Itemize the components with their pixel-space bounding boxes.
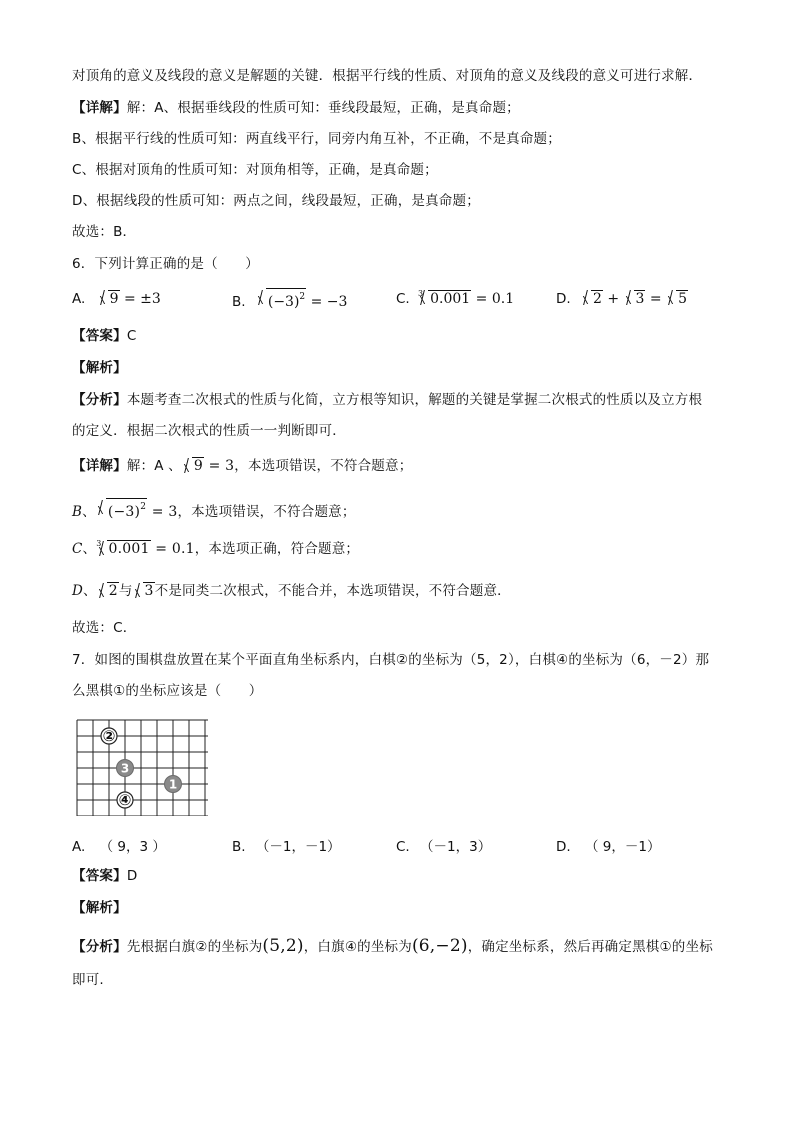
board-grid	[77, 720, 208, 816]
prev-detail-a	[72, 98, 520, 118]
go-board-figure	[74, 716, 208, 816]
q6-detail-b-label: B	[72, 504, 83, 520]
q6-option-d-label: D.	[556, 291, 571, 307]
prev-detail-tag: 【详解】	[72, 100, 127, 116]
q6-stem: 6．下列计算正确的是（ ）	[72, 256, 259, 272]
q6-option-c-label: C.	[396, 291, 410, 307]
prev-detail-b: B、根据平行线的性质可知：两直线平行，同旁内角互补，不正确，不是真命题；	[72, 131, 561, 147]
q6-detail-d-math-1: 2	[97, 583, 119, 599]
q7-option-b[interactable]	[232, 836, 341, 858]
q7-analysis-1b: ，白旗④的坐标为	[303, 939, 412, 955]
q6-option-c-expr: $^3$ 0.001 = 0.1	[418, 291, 514, 307]
q6-option-d-expr: 2 + 3 = 5	[581, 291, 688, 307]
q7-analysis-2: 即可.	[72, 972, 104, 988]
q6-detail-d: D、 2与 3不是同类二次根式，不能合并，本选项错误，不符合题意．	[72, 583, 511, 599]
q7-analysis-1c: ，确定坐标系，然后再确定黑棋①的坐标	[467, 939, 713, 955]
q7-analysis-1	[72, 936, 713, 957]
q7-analysis-tag: 【分析】	[72, 939, 127, 955]
q6-answer-value: C	[126, 328, 137, 344]
q6-option-a[interactable]	[72, 288, 161, 310]
prev-analysis-tail: 对顶角的意义及线段的意义是解题的关键．根据平行线的性质、对顶角的意义及线段的意义可进行求解．	[72, 68, 703, 84]
q7-option-d-text: （ 9，－1）	[584, 839, 661, 855]
q6-option-b-expr: $(-3)^2 = -3$	[256, 294, 348, 310]
q6-option-b-label: B.	[232, 294, 246, 310]
prev-detail-a-text: 解：A、根据垂线段的性质可知：垂线段最短，正确，是真命题；	[126, 100, 520, 116]
q7-jiexi-tag: 【解析】	[72, 900, 127, 916]
stone-black-1	[165, 776, 182, 793]
q7-option-c[interactable]	[396, 836, 491, 858]
q6-detail-d-mid: 与	[118, 583, 133, 599]
q6-analysis-1-text: 本题考查二次根式的性质与化简，立方根等知识，解题的关键是掌握二次根式的性质以及立方根	[126, 392, 703, 408]
q6-detail-d-label: D	[72, 583, 84, 599]
q6-detail-a	[72, 456, 412, 476]
q7-option-b-label: B.	[232, 839, 246, 855]
q6-detail-c: C、$^3$ 0.001 = 0.1，本选项正确，符合题意；	[72, 539, 360, 557]
q7-option-c-text: （－1，3）	[420, 839, 492, 855]
q6-answer	[72, 326, 136, 346]
q6-answer-tag: 【答案】	[72, 328, 127, 344]
q7-option-a-text: （ 9，3 ）	[99, 839, 166, 855]
svg-text:④: ④	[118, 791, 132, 809]
q6-option-b[interactable]	[232, 288, 347, 313]
q6-analysis-tag: 【分析】	[72, 392, 127, 408]
prev-choose: 故选：B．	[72, 224, 137, 240]
stone-white-2	[101, 727, 117, 745]
q6-choose: 故选：C．	[72, 620, 137, 636]
q7-coord-2: (6,−2)	[411, 936, 468, 956]
q7-answer-tag: 【答案】	[72, 868, 127, 884]
q6-detail-d-math-2: 3	[133, 583, 155, 599]
q6-detail-a-math: 9 = 3	[182, 458, 234, 474]
q6-detail-b-math: $(-3)^2 = 3$	[96, 504, 178, 520]
q7-option-c-label: C.	[396, 839, 410, 855]
q7-option-a[interactable]	[72, 836, 166, 858]
q7-stem-2: 么黑棋①的坐标应该是（ ）	[72, 683, 263, 699]
q6-option-a-label: A.	[72, 291, 86, 307]
prev-detail-c: C、根据对顶角的性质可知：对顶角相等，正确，是真命题；	[72, 162, 438, 178]
q7-analysis-1a: 先根据白旗②的坐标为	[126, 939, 263, 955]
svg-text:1: 1	[168, 777, 178, 792]
q6-analysis-1	[72, 390, 702, 410]
q6-detail-tag: 【详解】	[72, 458, 127, 474]
q7-stem-1: 7．如图的围棋盘放置在某个平面直角坐标系内，白棋②的坐标为（5，2），白棋④的坐标为（6，－2）那	[72, 652, 710, 668]
q6-detail-c-math: $^3$ 0.001 = 0.1	[96, 539, 195, 557]
q6-detail-c-label: C	[72, 541, 83, 557]
q7-answer-value: D	[126, 868, 138, 884]
q7-option-b-text: （－1，－1）	[255, 839, 341, 855]
q6-detail-d-post: 不是同类二次根式，不能合并，本选项错误，不符合题意．	[154, 583, 511, 599]
q7-coord-1: (5,2)	[262, 936, 304, 956]
q6-option-d[interactable]	[556, 288, 688, 310]
q6-analysis-2: 的定义．根据二次根式的性质一一判断即可．	[72, 423, 346, 439]
q6-detail-a-pre: 解：A 、	[126, 458, 182, 474]
q6-detail-c-post: ，本选项正确，符合题意；	[194, 541, 360, 557]
svg-text:3: 3	[120, 761, 130, 776]
q7-option-a-label: A.	[72, 839, 86, 855]
stone-white-4	[117, 791, 133, 809]
q7-answer	[72, 866, 137, 886]
q7-option-d[interactable]	[556, 836, 660, 858]
q6-detail-b-post: ，本选项错误，不符合题意；	[177, 504, 356, 520]
q6-jiexi-tag: 【解析】	[72, 360, 127, 376]
prev-detail-d: D、根据线段的性质可知：两点之间，线段最短，正确，是真命题；	[72, 193, 480, 209]
q7-option-d-label: D.	[556, 839, 571, 855]
q6-option-a-expr: 9 = ±3	[98, 291, 161, 307]
q6-option-c[interactable]	[396, 288, 514, 312]
stone-black-3	[117, 760, 134, 777]
q6-detail-a-post: ，本选项错误，不符合题意；	[234, 458, 413, 474]
svg-text:②: ②	[102, 727, 116, 745]
q6-detail-b: B、 $(-3)^2 = 3$，本选项错误，不符合题意；	[72, 498, 356, 522]
